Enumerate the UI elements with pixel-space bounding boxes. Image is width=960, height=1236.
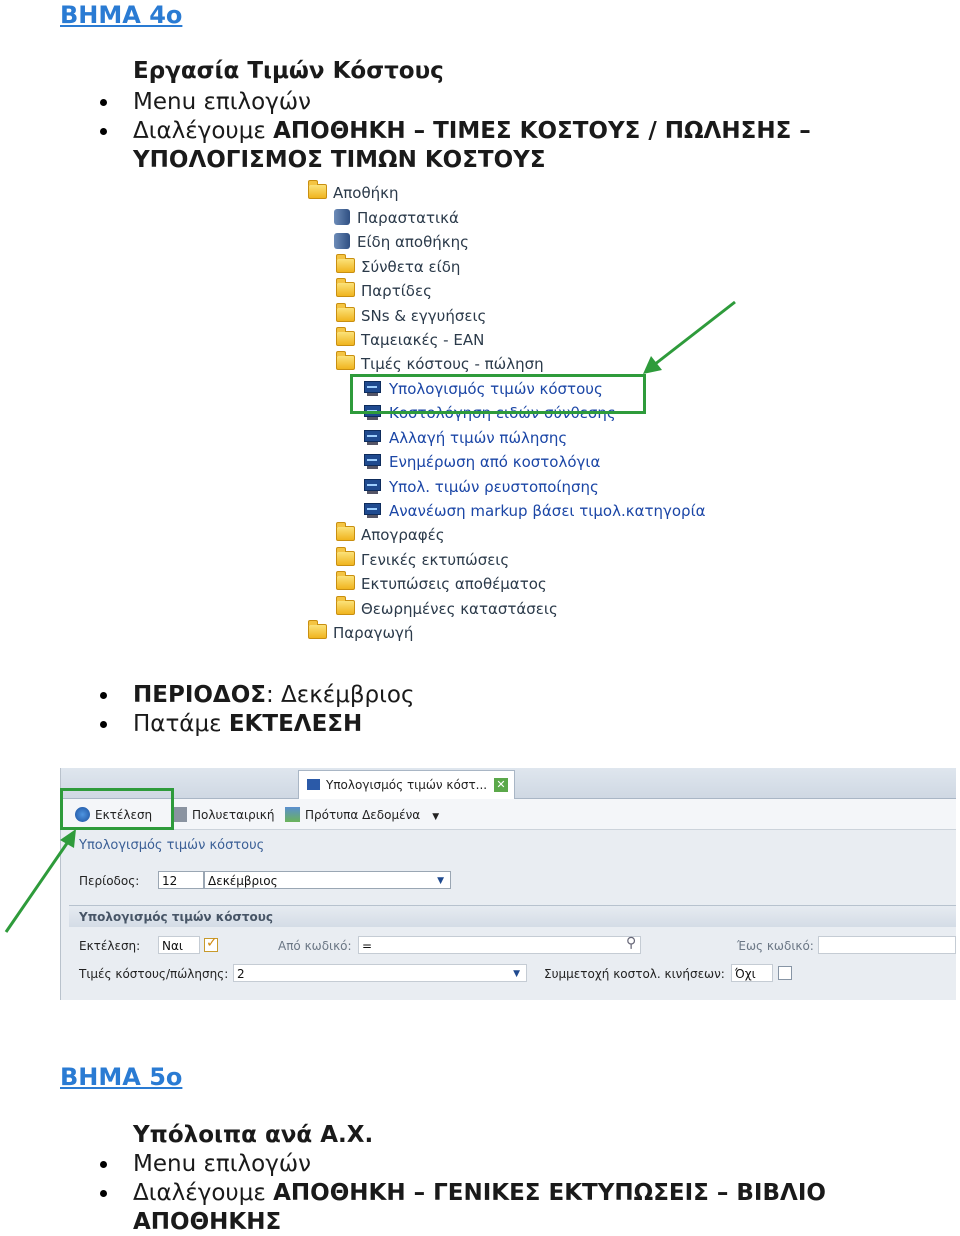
step5-subheading: Υπόλοιπα ανά Α.Χ. [133,1122,374,1148]
exec-value[interactable]: Ναι [158,936,200,954]
folder-icon [336,307,355,322]
highlight-box [350,374,646,414]
period-value: : Δεκέμβριος [266,682,415,708]
from-code-label: Από κωδικό: [278,939,352,953]
app-screenshot [60,768,956,1000]
folder-icon [336,551,355,566]
tree-subitem[interactable]: Υπολ. τιμών ρευστοποίησης [364,478,599,500]
bullet-icon [100,99,107,106]
tree-subitem[interactable]: Ανανέωση markup βάσει τιμολ.κατηγορία [364,502,706,524]
folder-icon [336,355,355,370]
step4-subheading: Εργασία Τιμών Κόστους [133,58,444,84]
tree-item[interactable]: Παρτίδες [336,282,432,304]
db-icon [334,209,350,225]
monitor-icon [364,454,381,469]
tree-item[interactable]: Εκτυπώσεις αποθέματος [336,575,547,597]
monitor-icon [364,430,381,445]
step4-path-continued: ΥΠΟΛΟΓΙΣΜΟΣ ΤΙΜΩΝ ΚΟΣΤΟΥΣ [133,147,546,173]
dropdown-arrow-icon[interactable]: ▼ [437,876,444,886]
step5-path-continued: ΑΠΟΘΗΚΗΣ [133,1209,282,1235]
tree-item[interactable]: Θεωρημένες καταστάσεις [336,600,558,622]
prices-select[interactable]: 2 ▼ [233,964,527,982]
dropdown-arrow-icon[interactable]: ▼ [432,812,440,822]
tab-strip [61,768,956,799]
exec-checkbox[interactable] [204,935,218,952]
section-header: Υπολογισμός τιμών κόστους [69,905,956,927]
step4-heading[interactable]: ΒΗΜΑ 4ο [60,1,183,29]
to-code-field[interactable] [818,936,956,954]
bullet-icon [100,1161,107,1168]
window-icon [307,779,320,790]
period-select[interactable]: Δεκέμβριος ▼ [204,871,451,889]
tree-subitem[interactable]: Ενημέρωση από κοστολόγια [364,453,600,475]
dropdown-arrow-icon[interactable]: ▼ [513,969,520,979]
bullet-icon [100,128,107,135]
tree-item[interactable]: Σύνθετα είδη [336,258,460,280]
form-title: Υπολογισμός τιμών κόστους [79,838,265,853]
folder-icon [336,575,355,590]
period-label: ΠΕΡΙΟΔΟΣ [133,682,266,708]
period-code-field[interactable]: 12 [158,871,204,889]
bullet-text: Menu επιλογών [133,89,311,115]
checkmark-icon: ✓ [206,935,218,951]
building-icon [172,807,187,822]
tree-subitem[interactable]: Αλλαγή τιμών πώλησης [364,429,567,451]
step5-heading[interactable]: ΒΗΜΑ 5ο [60,1063,183,1091]
folder-icon [336,258,355,273]
bullet-icon [100,721,107,728]
tree-subitem[interactable]: Κοστολόγηση ειδών σύνθεσης [364,404,616,426]
prices-label: Τιμές κόστους/πώλησης: [79,967,229,981]
exec-label: Εκτέλεση: [79,939,141,953]
participation-value[interactable]: Όχι [731,964,773,982]
search-icon[interactable]: ⚲ [626,935,637,951]
folder-icon [308,624,327,639]
bullet-icon [100,1190,107,1197]
tree-item[interactable]: Παραστατικά [334,209,459,231]
to-code-label: Έως κωδικό: [737,939,814,953]
tree-item[interactable]: Τιμές κόστους - πώληση [336,355,544,377]
participation-label: Συμμετοχή κοστολ. κινήσεων: [544,967,725,981]
tab-cost-calc[interactable]: Υπολογισμός τιμών κόστ... ✕ [298,770,515,799]
folder-icon [336,282,355,297]
path-bold: ΑΠΟΘΗΚΗ – ΤΙΜΕΣ ΚΟΣΤΟΥΣ / ΠΩΛΗΣΗΣ – [273,118,811,144]
participation-checkbox[interactable] [778,966,792,980]
highlight-box [60,788,174,830]
run-button[interactable]: Εκτέλεση [75,807,152,822]
grid-icon [285,807,300,822]
tree-item[interactable]: Είδη αποθήκης [334,233,469,255]
monitor-icon [364,479,381,494]
templates-button[interactable]: Πρότυπα Δεδομένα ▼ [285,807,439,822]
bullet-icon [100,692,107,699]
close-icon[interactable]: ✕ [494,778,508,792]
tree-item[interactable]: Απογραφές [336,526,445,548]
folder-icon [336,526,355,541]
tree-item[interactable]: Γενικές εκτυπώσεις [336,551,509,573]
path-prefix: Διαλέγουμε [133,118,274,144]
multicompany-button[interactable]: Πολυεταιρική [172,807,274,822]
period-field-label: Περίοδος: [79,874,140,888]
tree-root[interactable]: Αποθήκη [308,184,399,206]
tree-subitem-cost-calc[interactable]: Υπολογισμός τιμών κόστους [364,380,603,402]
folder-icon [336,600,355,615]
toolbar [61,799,956,830]
from-code-field[interactable]: = [358,936,641,954]
folder-icon [308,184,327,199]
tree-item[interactable]: Παραγωγή [308,624,413,646]
folder-icon [336,331,355,346]
monitor-icon [364,503,381,518]
tree-item[interactable]: SNs & εγγυήσεις [336,307,486,329]
tree-item[interactable]: Ταμειακές - EAN [336,331,484,353]
db-icon [334,233,350,249]
